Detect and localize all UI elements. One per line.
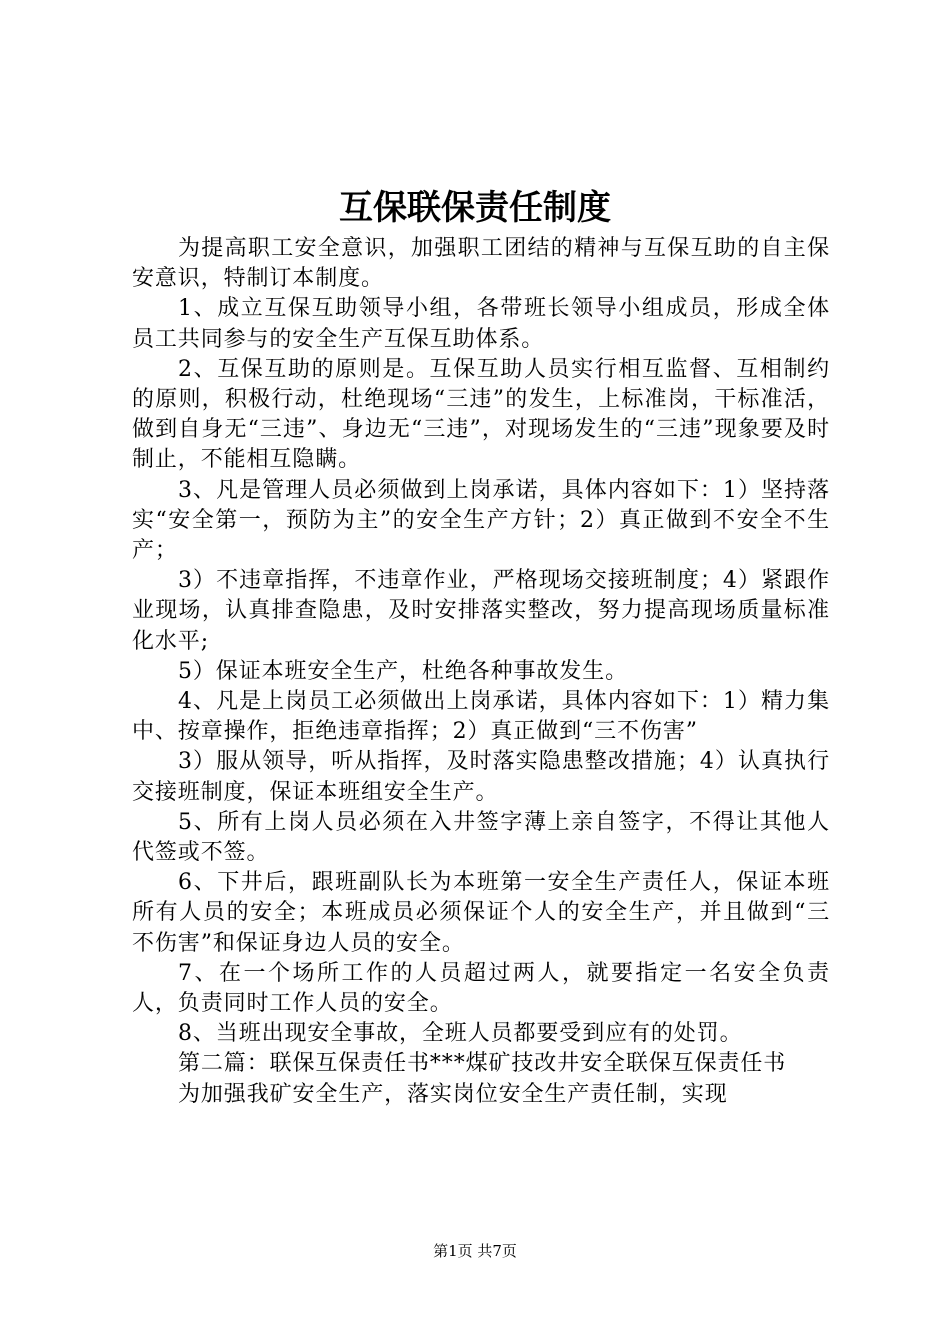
paragraph: 6、下井后，跟班副队长为本班第一安全生产责任人，保证本班所有人员的安全；本班成员必须保证个人的安全生产，并且做到“三不伤害”和保证身边人员的安全。 xyxy=(132,870,830,956)
document-body xyxy=(132,234,830,1110)
paragraph: 4、凡是上岗员工必须做出上岗承诺，具体内容如下：1）精力集中、按章操作，拒绝违章指挥；2）真正做到“三不伤害” xyxy=(132,689,830,745)
paragraph: 5）保证本班安全生产，杜绝各种事故发生。 xyxy=(178,658,628,684)
paragraph: 8、当班出现安全事故，全班人员都要受到应有的处罚。 xyxy=(178,1021,743,1047)
paragraph: 为提高职工安全意识，加强职工团结的精神与互保互助的自主保安意识，特制订本制度。 xyxy=(132,236,830,292)
paragraph: 2、互保互助的原则是。互保互助人员实行相互监督、互相制约的原则，积极行动，杜绝现场“三违”的发生，上标准岗，干标准活，做到自身无“三违”、身边无“三违”，对现场发生的“三违”现象要及时制止，不能相互隐瞒。 xyxy=(132,356,830,473)
paragraph: 3、凡是管理人员必须做到上岗承诺，具体内容如下：1）坚持落实“安全第一，预防为主”的安全生产方针；2）真正做到不安全不生产； xyxy=(132,477,830,564)
document-title: 互保联保责任制度 xyxy=(339,188,611,228)
paragraph: 第二篇：联保互保责任书***煤矿技改井安全联保互保责任书 xyxy=(178,1051,787,1077)
paragraph: 7、在一个场所工作的人员超过两人，就要指定一名安全负责人，负责同时工作人员的安全。 xyxy=(132,960,830,1017)
paragraph: 3）不违章指挥，不违章作业，严格现场交接班制度；4）紧跟作业现场，认真排查隐患，及时安排落实整改，努力提高现场质量标准化水平; xyxy=(132,568,830,654)
paragraph: 3）服从领导，听从指挥，及时落实隐患整改措施；4）认真执行交接班制度，保证本班组安全生产。 xyxy=(132,749,830,805)
paragraph: 为加强我矿安全生产，落实岗位安全生产责任制，实现 xyxy=(178,1081,728,1107)
paragraph: 1、成立互保互助领导小组，各带班长领导小组成员，形成全体员工共同参与的安全生产互保互助体系。 xyxy=(132,296,830,352)
paragraph: 5、所有上岗人员必须在入井签字薄上亲自签字，不得让其他人代签或不签。 xyxy=(132,809,830,866)
page-footer: 第1页 共7页 xyxy=(433,1242,517,1260)
